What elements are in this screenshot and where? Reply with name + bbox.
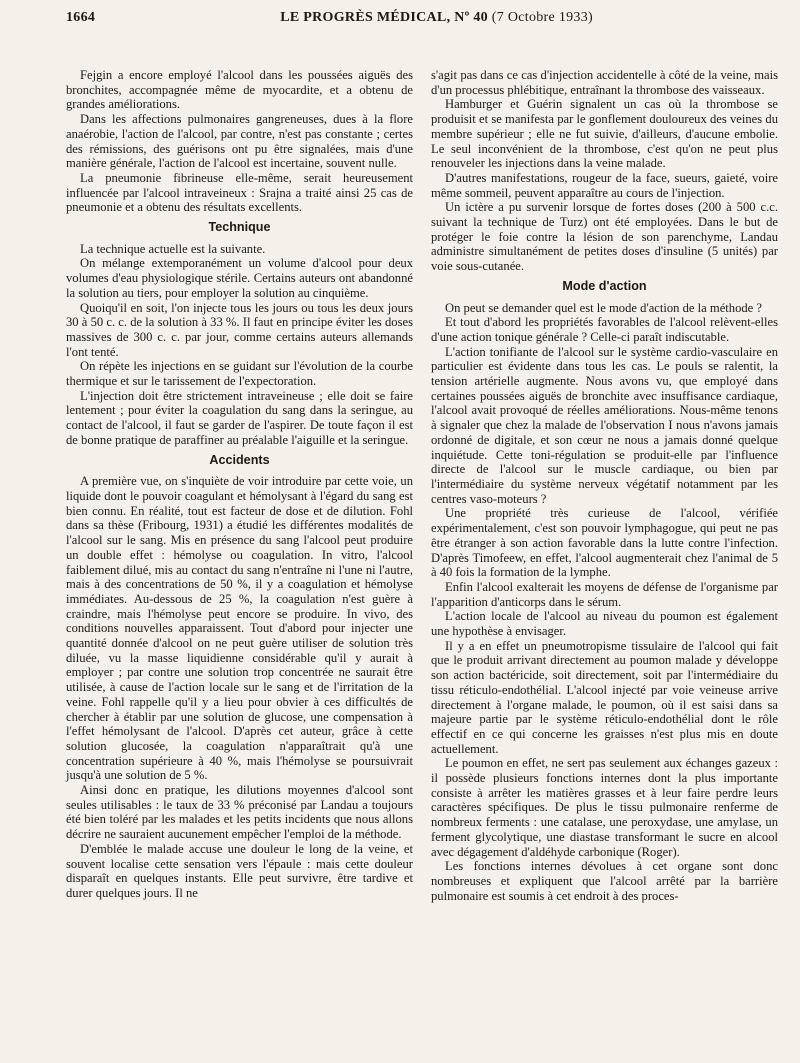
paragraph: La technique actuelle est la suivante. xyxy=(80,241,266,256)
paragraph: Dans les affections pulmonaires gangreneuses, dues à la flore anaérobie, l'action de l'alcool, par contre, n'est pas constante ; certes des rémissions, des guérisons ont pu être signalées, mais d'une manière générale, l'action de l'alcool est incertaine, souvent nulle. xyxy=(66,112,413,171)
paragraph: A première vue, on s'inquiète de voir introduire par cette voie, un liquide dont le pouvoir coagulant et hémolysant à l'égard du sang est bien connu. En réalité, tout est facteur de dose et de dilution. Fohl dans sa thèse (Fribourg, 1931) a étudié les différentes modalités de l'alcool sur le sang. Mis en présence du sang l'alcool peut produire un double effet : hémolyse ou coagulation. In vitro, l'alcool faiblement dilué, mis au contact du sang n'entraîne ni l'une ni l'autre, mais à des concentrations de 50 %, il y a coagulation et hémolyse immédiates. Au-dessous de 25 %, la coagulation n'est guère à craindre, mais l'hémolyse peut encore se produire. In vivo, des conditions nouvelles apparaissent. Tout d'abord pour injecter une quantité donnée d'alcool on ne peut guère utiliser de solution très diluée, vu la masse liquidienne considérable qu'il y aurait à employer ; par contre une solution trop concentrée ne saurait être utilisée, à cause de l'action locale sur le sang et de l'irritation de la veine. Fohl rappelle qu'il y a lieu pour obvier à ces difficultés de chercher à établir par une solution de glucose, une compensation à l'effet hémolysant de l'alcool. D'après cet auteur, grâce à cette solution glucosée, la coagulation n'apparaîtrait qu'à une concentration supérieure à 40 %, mais l'hémolyse se poursuivrait jusqu'à une solution de 5 %. xyxy=(66,474,413,783)
paragraph: On mélange extemporanément un volume d'alcool pour deux volumes d'eau physiologique stérile. Certains auteurs ont abandonné la solution au tiers, pour employer la solution au cinquième. xyxy=(66,256,413,300)
paragraph: Et tout d'abord les propriétés favorables de l'alcool relèvent-elles d'une action tonique générale ? Celle-ci paraît indiscutable. xyxy=(431,315,778,344)
paragraph: Les fonctions internes dévolues à cet organe sont donc nombreuses et expliquent que l'alcool arrêté par la barrière pulmonaire est soumis à cet endroit à des proces- xyxy=(431,859,778,903)
journal-title xyxy=(95,10,778,26)
paragraph: L'action tonifiante de l'alcool sur le système cardio-vasculaire en particulier est évidente dans tous les cas. Le pouls se ralentit, la tension artérielle augmente. Nous avons vu, que employé dans certaines poussées aiguës de bronchite avec insuffisance cardiaque, l'alcool avait provoqué de réelles améliorations. Nous-même tenons à signaler que chez la malade de l'observation I nous n'avons jamais ordonné de digitale, et son cœur ne nous a jamais donné quelque inquiétude. Cette toni-régulation se produit-elle par l'influence directe de l'alcool sur le muscle cardiaque, ou bien par l'intermédiaire du système nerveux végétatif notamment par les centres vaso-moteurs ? xyxy=(431,344,778,506)
left-column xyxy=(66,68,413,903)
paragraph: Le poumon en effet, ne sert pas seulement aux échanges gazeux : il possède plusieurs fonctions internes dont la plus importante consiste à arrêter les matières grasses et à leur faire perdre leurs caractères spécifiques. De plus le tissu pulmonaire renferme de nombreux ferments : une catalase, une peroxydase, une amylase, un ferment glycolytique, une diastase transformant le sucre en alcool avec dégagement d'aldéhyde carbonique (Roger). xyxy=(431,756,778,859)
section-heading-accidents: Accidents xyxy=(209,452,270,467)
paragraph: Fejgin a encore employé l'alcool dans les poussées aiguës des bronchites, accompagnée même de myocardite, et a obtenu de grandes améliorations. xyxy=(66,68,413,112)
paragraph: Un ictère a pu survenir lorsque de fortes doses (200 à 500 c.c. suivant la technique de Turz) ont été employées. Dans le but de protéger le foie contre la lésion de son parenchyme, Landau administre simultanément de petites doses d'insuline (5 unités) par voie sous-cutanée. xyxy=(431,200,778,274)
paragraph: L'injection doit être strictement intraveineuse ; elle doit se faire lentement ; pour éviter la coagulation du sang dans la seringue, au contact de l'alcool, il faut se garder de l'aspirer. De toute façon il est de bonne pratique de paraffiner au préalable l'aiguille et la seringue. xyxy=(66,388,413,447)
section-heading-technique: Technique xyxy=(208,220,271,235)
journal-name: LE PROGRÈS MÉDICAL, xyxy=(280,10,451,25)
running-header xyxy=(66,10,778,32)
paragraph: Quoiqu'il en soit, l'on injecte tous les jours ou tous les deux jours 30 à 50 c. c. de la solution à 33 %. Il faut en principe éviter les doses massives de 300 c. c. par jour, comme certains auteurs allemands l'ont tenté. xyxy=(66,300,413,359)
issue-date: (7 Octobre 1933) xyxy=(491,10,593,25)
paragraph: L'action locale de l'alcool au niveau du poumon est également une hypothèse à envisager. xyxy=(431,609,778,639)
paragraph: On peut se demander quel est le mode d'action de la méthode ? xyxy=(445,300,763,315)
paragraph: Enfin l'alcool exalterait les moyens de défense de l'organisme par l'apparition d'anticorps dans le sérum. xyxy=(431,579,778,609)
paragraph: D'autres manifestations, rougeur de la face, sueurs, gaieté, voire même sommeil, peuvent apparaître au cours de l'injection. xyxy=(431,170,778,200)
paragraph: On répète les injections en se guidant sur l'évolution de la courbe thermique et sur le tarissement de l'expectoration. xyxy=(66,359,413,389)
paragraph: s'agit pas dans ce cas d'injection accidentelle à côté de la veine, mais d'un processus phlébitique, entraînant la thrombose des vaisseaux. xyxy=(431,68,778,97)
paragraph: Une propriété très curieuse de l'alcool, vérifiée expérimentalement, c'est son pouvoir lymphagogue, qui peut ne pas être étranger à son action favorable dans la lutte contre l'infection. D'après Timofeew, en effet, l'alcool augmenterait chez l'animal de 5 à 40 fois la formation de la lymphe. xyxy=(431,506,778,580)
right-column xyxy=(431,68,778,903)
article-body xyxy=(66,68,778,903)
page-number: 1664 xyxy=(66,10,96,25)
section-heading-mode-action: Mode d'action xyxy=(562,278,647,293)
paragraph: Il y a en effet un pneumotropisme tissulaire de l'alcool qui fait que le produit arrivant directement au poumon malade y développe son action bactéricide, soit directement, soit par l'intermédiaire du tissu réticulo-endothélial. L'alcool injecté par voie veineuse arrive directement à l'organe malade, le poumon, où il est saisi dans sa majeure partie par le système réticulo-endothélial dont le rôle effectif en ce qui concerne les graisses n'est plus mis en doute actuellement. xyxy=(431,638,778,756)
paragraph: D'emblée le malade accuse une douleur le long de la veine, et souvent localise cette sensation vers l'épaule : mais cette douleur disparaît en quelques instants. Elle peut survivre, être tardive et durer quelques jours. Il ne xyxy=(66,841,413,900)
paragraph: La pneumonie fibrineuse elle-même, serait heureusement influencée par l'alcool intraveineux : Srajna a traité ainsi 25 cas de pneumonie et a obtenu des résultats excellents. xyxy=(66,170,413,215)
issue-number: Nº 40 xyxy=(454,10,488,25)
paragraph: Hamburger et Guérin signalent un cas où la thrombose se produisit et se manifesta par le gonflement douloureux des veines du membre supérieur ; elle ne fut suivie, d'ailleurs, d'aucune embolie. Le seul inconvénient de la thrombose, c'est qu'on ne peut plus renouveler les injections dans la veine malade. xyxy=(431,97,778,171)
paragraph: Ainsi donc en pratique, les dilutions moyennes d'alcool sont seules utilisables : le taux de 33 % préconisé par Landau a toujours été bien toléré par les malades et les petits incidents que nous allons décrire ne sauraient aucunement empêcher l'emploi de la méthode. xyxy=(66,783,413,842)
